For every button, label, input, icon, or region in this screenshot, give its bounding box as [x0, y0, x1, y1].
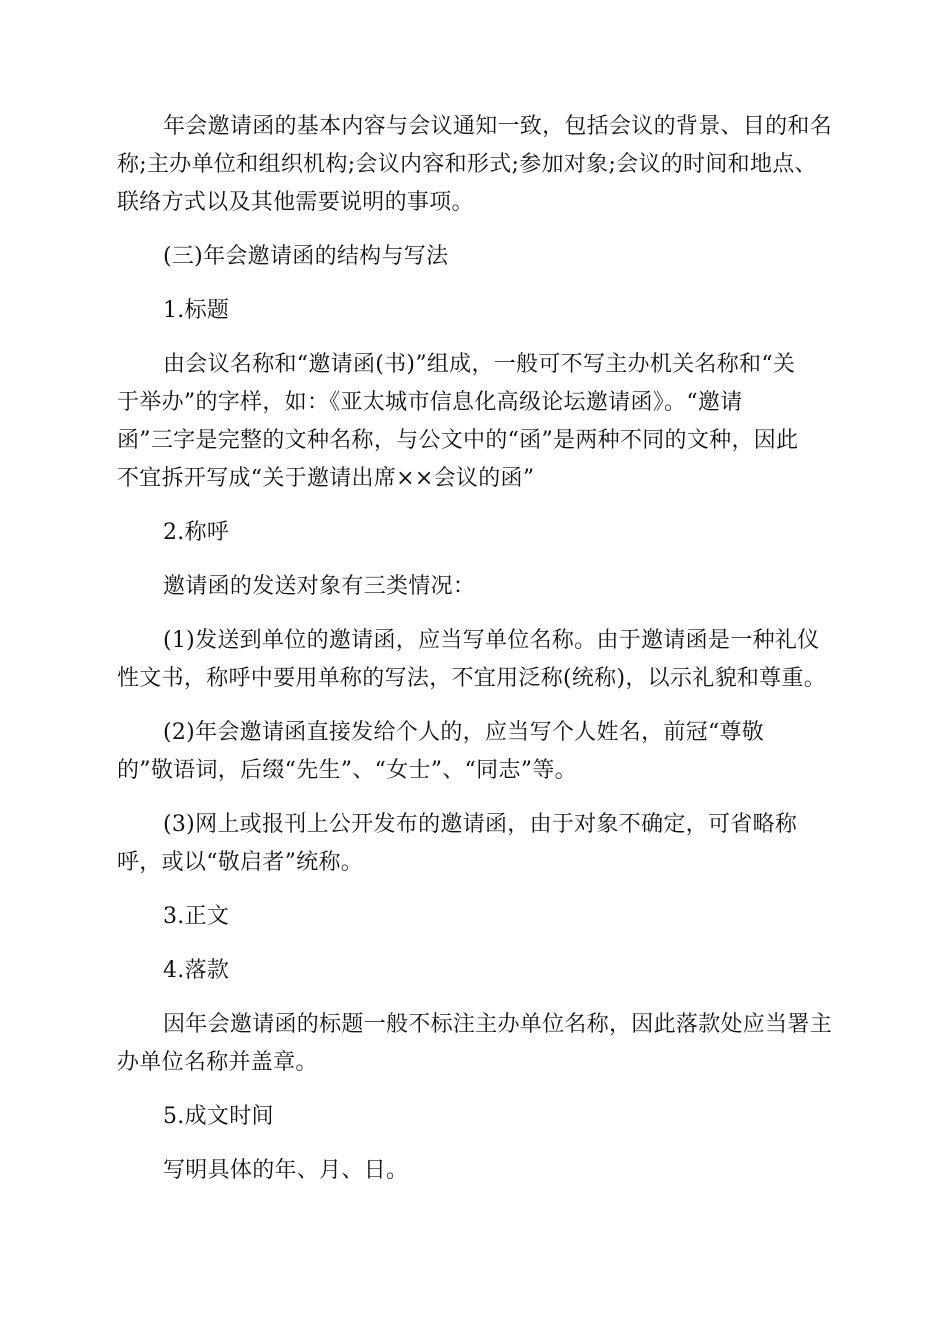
text-line: (3)网上或报刊上公开发布的邀请函，由于对象不确定，可省略称 — [163, 812, 798, 837]
text-line: 3.正文 — [163, 904, 230, 929]
paragraph-recipient-types — [117, 568, 837, 606]
text-line: 写明具体的年、月、日。 — [163, 1158, 409, 1183]
section-heading-structure — [117, 238, 837, 276]
text-line: 联络方式以及其他需要说明的事项。 — [117, 190, 474, 215]
text-line: 称;主办单位和组织机构;会议内容和形式;参加对象;会议的时间和地点、 — [117, 152, 817, 177]
text-line: 呼，或以“敬启者”统称。 — [117, 850, 364, 875]
text-line: (2)年会邀请函直接发给个人的，应当写个人姓名，前冠“尊敬 — [163, 720, 765, 745]
list-item-3 — [117, 806, 837, 882]
paragraph-basic-content — [117, 108, 837, 222]
text-line: 5.成文时间 — [163, 1104, 274, 1129]
text-line: 邀请函的发送对象有三类情况： — [163, 574, 476, 599]
text-line: 办单位名称并盖章。 — [117, 1050, 318, 1075]
subheading-salutation — [117, 514, 837, 552]
text-line: 于举办”的字样，如：《亚太城市信息化高级论坛邀请函》。“邀请 — [117, 390, 743, 415]
text-line: 4.落款 — [163, 958, 230, 983]
paragraph-title-rules — [117, 346, 837, 498]
text-line: 2.称呼 — [163, 520, 230, 545]
text-line: 性文书，称呼中要用单称的写法，不宜用泛称(统称)，以示礼貌和尊重。 — [117, 666, 827, 691]
subheading-body-text — [117, 898, 837, 936]
paragraph-signature-rules — [117, 1006, 837, 1082]
subheading-title — [117, 292, 837, 330]
text-line: 由会议名称和“邀请函(书)”组成，一般可不写主办机关名称和“关 — [163, 352, 796, 377]
text-line: 的”敬语词，后缀“先生”、“女士”、“同志”等。 — [117, 758, 577, 783]
subheading-signature — [117, 952, 837, 990]
text-line: 函”三字是完整的文种名称，与公文中的“函”是两种不同的文种，因此 — [117, 428, 799, 453]
list-item-1 — [117, 622, 837, 698]
paragraph-date-rules — [117, 1152, 837, 1190]
list-item-2 — [117, 714, 837, 790]
text-line: 1.标题 — [163, 298, 230, 323]
document-body — [117, 108, 837, 1190]
text-line: 因年会邀请函的标题一般不标注主办单位名称，因此落款处应当署主 — [163, 1012, 833, 1037]
text-line: (1)发送到单位的邀请函，应当写单位名称。由于邀请函是一种礼仪 — [163, 628, 820, 653]
text-line: 不宜拆开写成“关于邀请出席××会议的函” — [117, 466, 535, 491]
subheading-date — [117, 1098, 837, 1136]
text-line: (三)年会邀请函的结构与写法 — [163, 244, 449, 269]
text-line: 年会邀请函的基本内容与会议通知一致，包括会议的背景、目的和名 — [163, 114, 833, 139]
